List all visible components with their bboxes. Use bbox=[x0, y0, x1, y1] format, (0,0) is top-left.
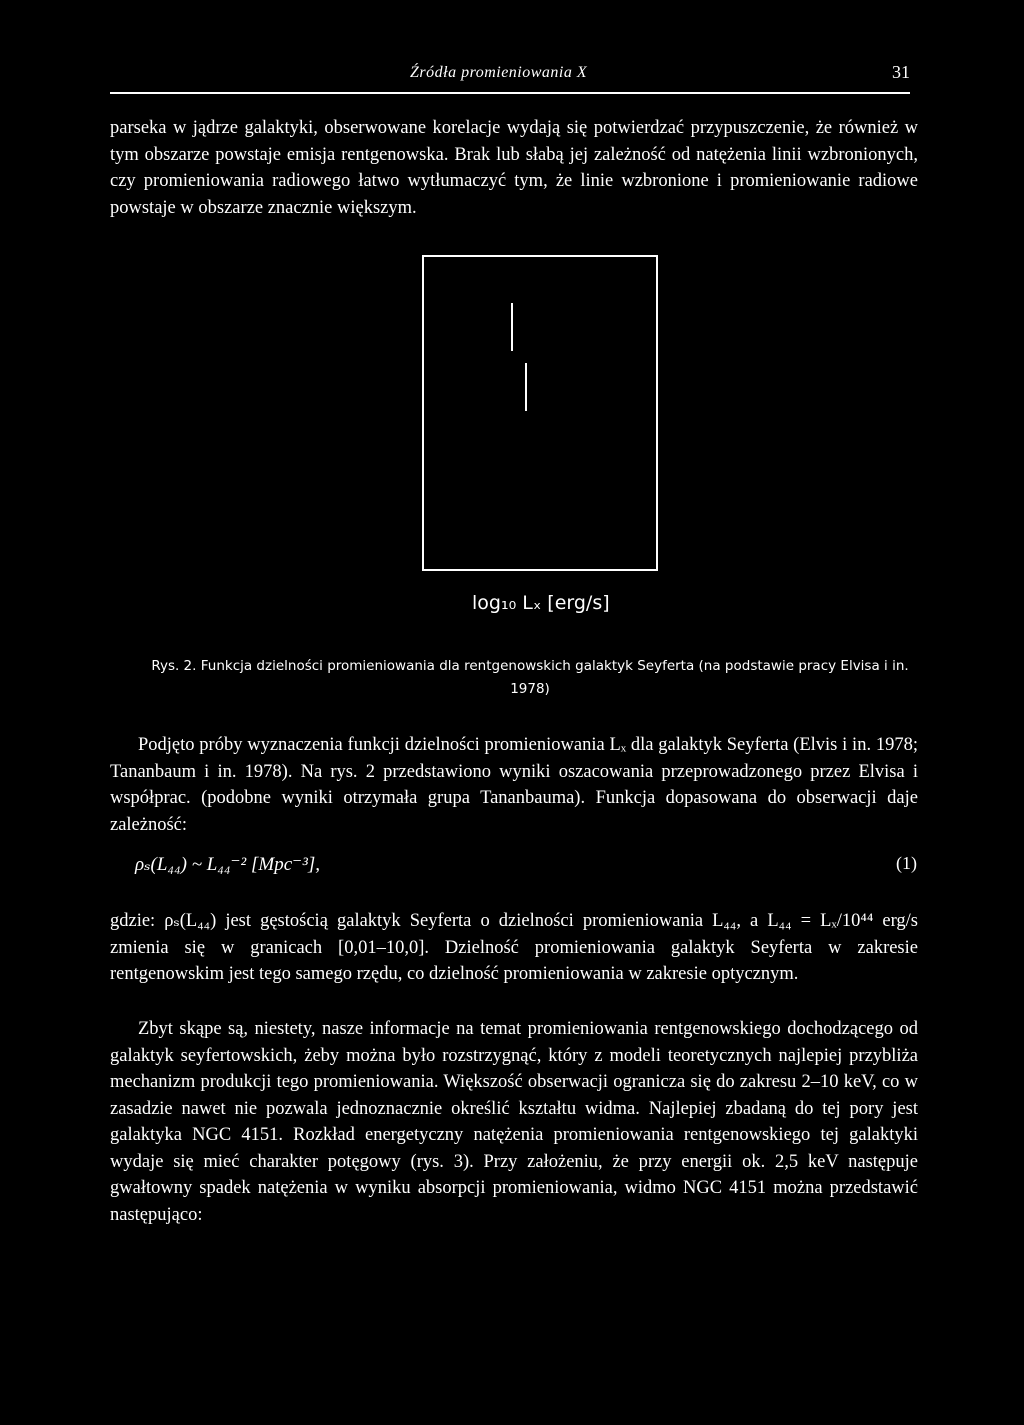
running-title: Źródła promieniowania X bbox=[410, 64, 588, 81]
page-number: 31 bbox=[892, 62, 910, 82]
equation-number: (1) bbox=[896, 853, 917, 873]
error-bar bbox=[525, 363, 527, 411]
equation: ρₛ(L₄₄) ~ L₄₄⁻² [Mpc⁻³], bbox=[135, 854, 321, 875]
page-header bbox=[110, 62, 910, 94]
paragraph-1: parseka w jądrze galaktyki, obserwowane korelacje wydają się potwierdzać przypuszczenie, że również w tym obszarze powstaje emisja rentgenowska. Brak lub słabą jej zależność od natężenia linii wzbronionych, czy promieniowania radiowego łatwo wytłumaczyć tym, że linie wzbronione i promieniowanie radiowe powstaje w obszarze znacznie większym. bbox=[110, 118, 918, 218]
figure-frame bbox=[422, 255, 658, 571]
error-bar bbox=[511, 303, 513, 351]
paragraph-4: Zbyt skąpe są, niestety, nasze informacje na temat promieniowania rentgenowskiego dochodzącego od galaktyk seyfertowskich, żeby można było rozstrzygnąć, który z modeli teoretycznych najlepiej przybliża mechanizm produkcji tego promieniowania. Większość obserwacji ogranicza się do zakresu 2–10 keV, co w zasadzie nawet nie pozwala jednoznacznie określić kształtu widma. Najlepiej zbadaną do tej pory jest galaktyka NGC 4151. Rozkład energetyczny natężenia promieniowania rentgenowskiego tej galaktyki wydaje się mieć charakter potęgowy (rys. 3). Przy założeniu, że przy energii ok. 2,5 keV następuje gwałtowny spadek natężenia w wyniku absorpcji promieniowania, widmo NGC 4151 można przedstawić następująco: bbox=[110, 1019, 918, 1225]
x-axis-label: log₁₀ Lₓ [erg/s] bbox=[472, 592, 610, 614]
figure-caption: Rys. 2. Funkcja dzielności promieniowania dla rentgenowskich galaktyk Seyferta (na podstawie pracy Elvisa i in. 1978) bbox=[151, 658, 909, 697]
paragraph-3: gdzie: ρₛ(L₄₄) jest gęstością galaktyk Seyferta o dzielności promieniowania L₄₄, a L₄₄ = Lₓ/10⁴⁴ erg/s zmienia się w granicach [0,01–10,0]. Dzielność promieniowania galaktyk Seyferta w zakresie rentgenowskim jest tego samego rzędu, co dzielność promieniowania w zakresie optycznym. bbox=[110, 911, 918, 984]
paragraph-2: Podjęto próby wyznaczenia funkcji dzielności promieniowania Lₓ dla galaktyk Seyferta (Elvis i in. 1978; Tananbaum i in. 1978). Na rys. 2 przedstawiono wyniki oszacowania przeprowadzonego przez Elvisa i współprac. (podobne wyniki otrzymała grupa Tananbauma). Funkcja dopasowana do obserwacji daje zależność: bbox=[110, 735, 918, 835]
